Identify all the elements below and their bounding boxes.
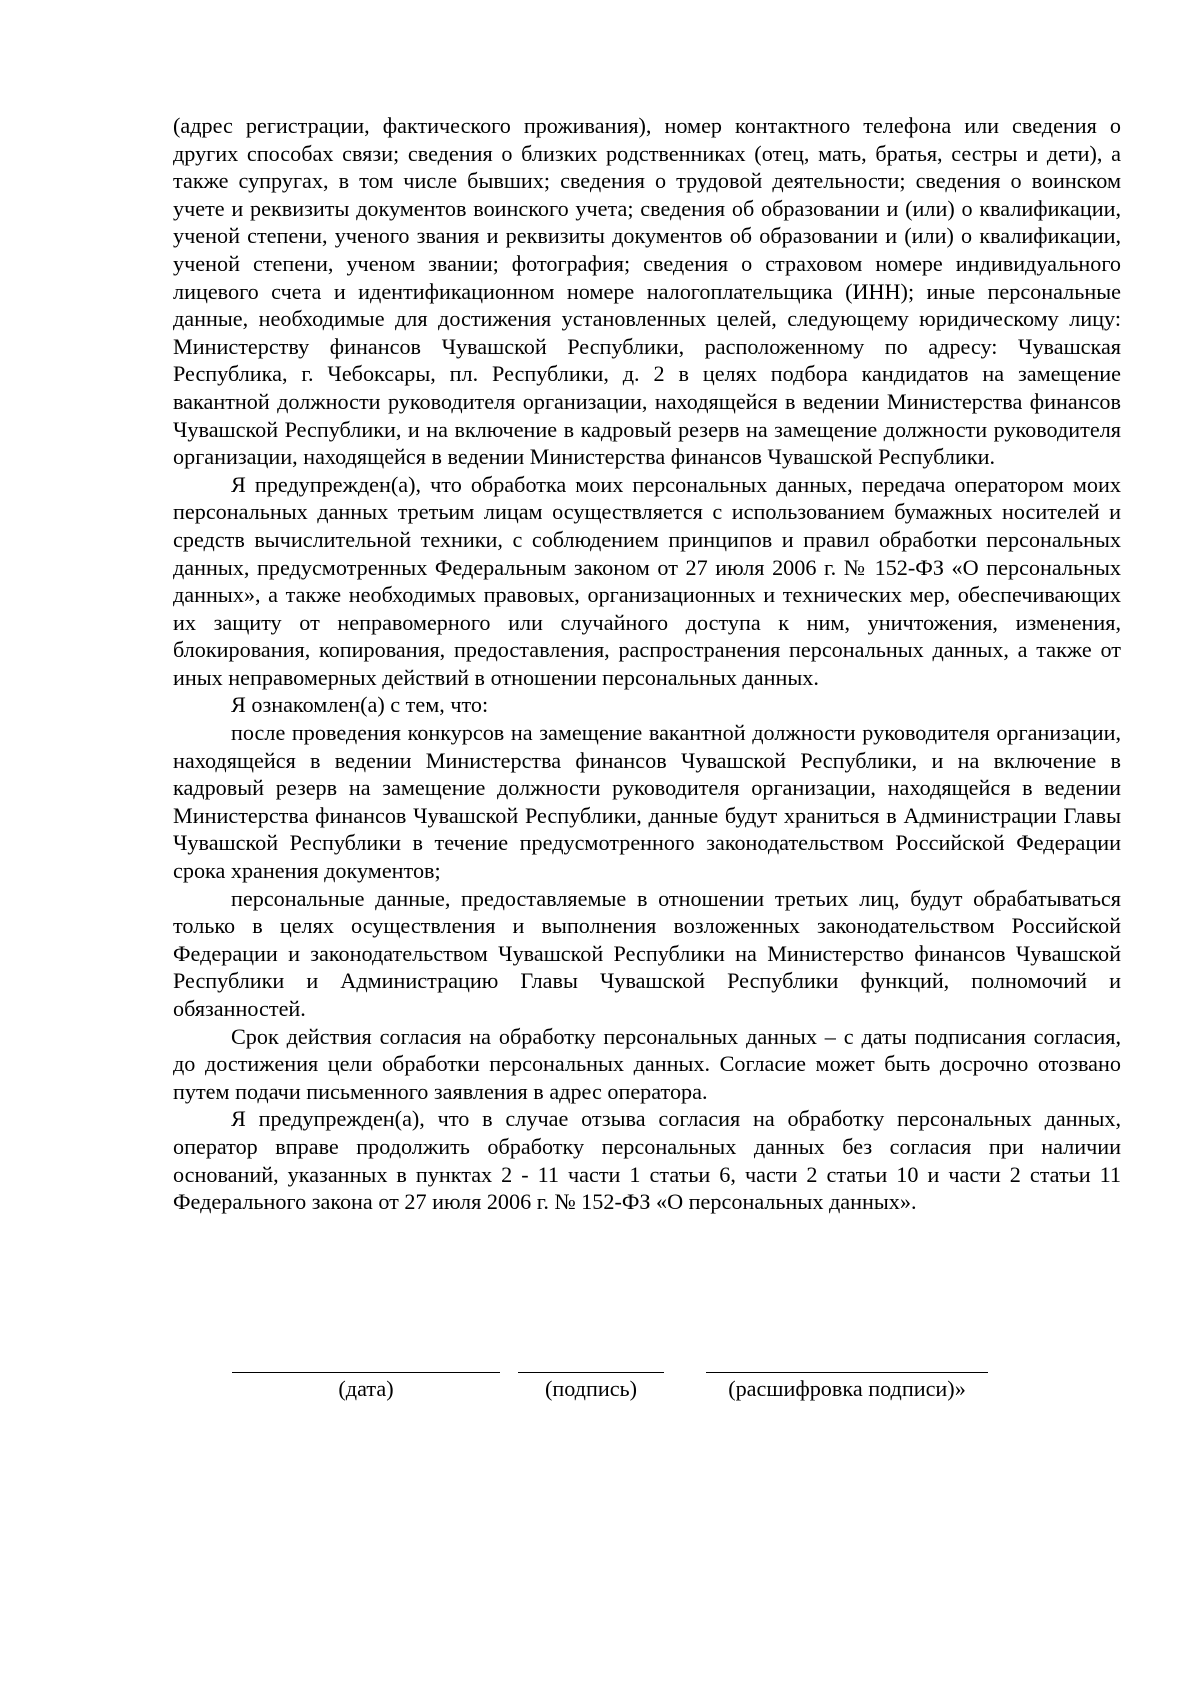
signature-block [0, 1372, 1200, 1432]
transcript-label: (расшифровка подписи)» [728, 1376, 966, 1401]
paragraph-acknowledgement-intro: Я ознакомлен(а) с тем, что: [231, 692, 489, 718]
paragraph-consent-withdrawal: Я предупрежден(а), что в случае отзыва согласия на обработку персональных данных, оператор вправе продолжить обработку персональных данных без согласия при наличии оснований, указанных в пунктах 2 - 11 части 1 статьи 6, части 2 статьи 10 и части 2 статьи 11 Федерального закона от 27 июля 2006 г. № 152-ФЗ «О персональных данных». [173, 1106, 1121, 1215]
transcript-field [706, 1372, 988, 1402]
signature-field [518, 1372, 664, 1402]
date-line [232, 1372, 500, 1373]
transcript-line [706, 1372, 988, 1373]
paragraph-consent-validity: Срок действия согласия на обработку персональных данных – с даты подписания согласия, до достижения цели обработки персональных данных. Согласие может быть досрочно отозвано путем подачи письменного заявления в адрес оператора. [173, 1023, 1121, 1104]
document-body [173, 112, 1121, 1216]
paragraph-storage-terms: после проведения конкурсов на замещение вакантной должности руководителя организации, находящейся в ведении Министерства финансов Чувашской Республики, и на включение в кадровый резерв на замещение должности руководителя организации, находящейся в ведении Министерства финансов Чувашской Республики, данные будут храниться в Администрации Главы Чувашской Республики в течение предусмотренного законодательством Российской Федерации срока хранения документов; [173, 720, 1121, 884]
paragraph-third-party-data: персональные данные, предоставляемые в отношении третьих лиц, будут обрабатываться только в целях осуществления и выполнения возложенных законодательством Российской Федерации и законодательством Чувашской Республики на Министерство финансов Чувашской Республики и Администрацию Главы Чувашской Республики функций, полномочий и обязанностей. [173, 885, 1121, 1021]
signature-line [518, 1372, 664, 1373]
date-label: (дата) [338, 1376, 394, 1401]
paragraph-processing-warning: Я предупрежден(а), что обработка моих персональных данных, передача оператором моих персональных данных третьим лицам осуществляется с использованием бумажных носителей и средств вычислительной техники, с соблюдением принципов и правил обработки персональных данных, предусмотренных Федеральным законом от 27 июля 2006 г. № 152-ФЗ «О персональных данных», а также необходимых правовых, организационных и технических мер, обеспечивающих их защиту от неправомерного или случайного доступа к ним, уничтожения, изменения, блокирования, копирования, предоставления, распространения персональных данных, а также от иных неправомерных действий в отношении персональных данных. [173, 471, 1121, 690]
paragraph-personal-data-list: (адрес регистрации, фактического проживания), номер контактного телефона или сведения о других способах связи; сведения о близких родственниках (отец, мать, братья, сестры и дети), а также супругах, в том числе бывших; сведения о трудовой деятельности; сведения о воинском учете и реквизиты документов воинского учета; сведения об образовании и (или) о квалификации, ученой степени, ученого звания и реквизиты документов об образовании и (или) о квалификации, ученой степени, ученом звании; фотография; сведения о страховом номере индивидуального лицевого счета и идентификационном номере налогоплательщика (ИНН); иные персональные данные, необходимые для достижения установленных целей, следующему юридическому лицу: Министерству финансов Чувашской Республики, расположенному по адресу: Чувашская Республика, г. Чебоксары, пл. Республики, д. 2 в целях подбора кандидатов на замещение вакантной должности руководителя организации, находящейся в ведении Министерства финансов Чувашской Республики, и на включение в кадровый резерв на замещение должности руководителя организации, находящейся в ведении Министерства финансов Чувашской Республики. [173, 113, 1121, 470]
date-field [232, 1372, 500, 1402]
signature-label: (подпись) [544, 1376, 638, 1401]
